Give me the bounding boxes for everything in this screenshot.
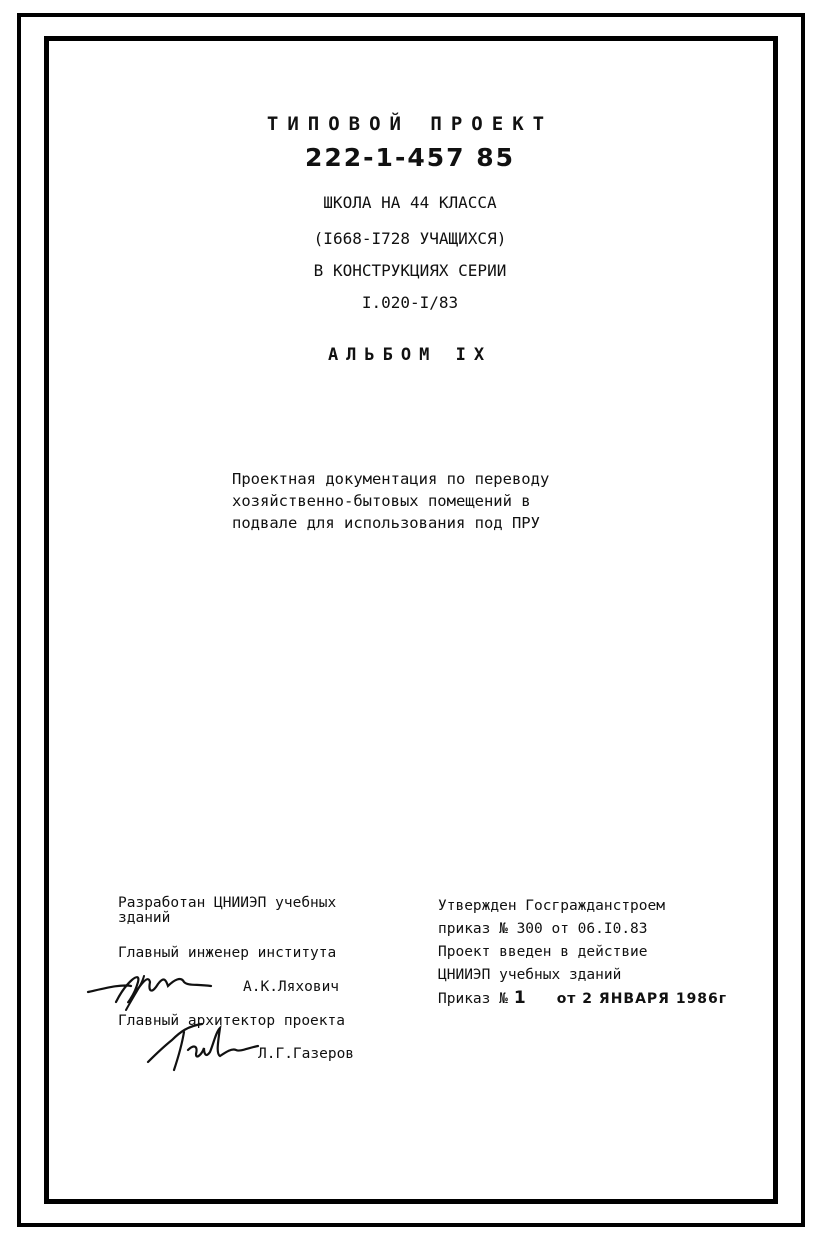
chief-engineer-title: Главный инженер института: [118, 945, 337, 961]
chief-architect-title: Главный архитектор проекта: [118, 1013, 345, 1029]
approval-line-5: [438, 987, 758, 1011]
approval-line-4: ЦНИИЭП учебных зданий: [438, 967, 622, 983]
student-capacity: (I668-I728 УЧАЩИХСЯ): [313, 229, 507, 248]
order-date: от 2 ЯНВАРЯ 1986г: [556, 991, 728, 1007]
school-title: ШКОЛА НА 44 КЛАССА: [323, 193, 497, 212]
description-line: подвале для использования под ПРУ: [232, 514, 540, 532]
chief-architect-name: Л.Г.Газеров: [258, 1046, 355, 1062]
construction-series-code: I.020-I/83: [361, 293, 459, 312]
album-label: АЛЬБОМ IX: [327, 345, 493, 365]
approval-block: [438, 895, 758, 1011]
developer-line-2: зданий: [118, 910, 171, 926]
developer-line-1: Разработан ЦНИИЭП учебных: [118, 895, 337, 911]
chief-architect-signature: [140, 1018, 260, 1078]
description-block: [232, 468, 632, 534]
construction-series-label: В КОНСТРУКЦИЯХ СЕРИИ: [313, 261, 507, 280]
description-line: хозяйственно-бытовых помещений в: [232, 492, 531, 510]
description-line: Проектная документация по переводу: [232, 470, 550, 488]
order-number: 1: [513, 988, 527, 1008]
order-prefix: Приказ №: [438, 991, 508, 1007]
approval-line-3: Проект введен в действие: [438, 944, 648, 960]
project-type-heading: ТИПОВОЙ ПРОЕКТ: [266, 113, 554, 135]
approval-line-2: приказ № 300 от 06.I0.83: [438, 921, 648, 937]
project-number: 222-1-457 85: [304, 143, 515, 172]
chief-engineer-signature: [86, 962, 226, 1022]
chief-engineer-name: А.К.Ляхович: [243, 979, 340, 995]
approval-line-1: Утвержден Госгражданстроем: [438, 898, 665, 914]
